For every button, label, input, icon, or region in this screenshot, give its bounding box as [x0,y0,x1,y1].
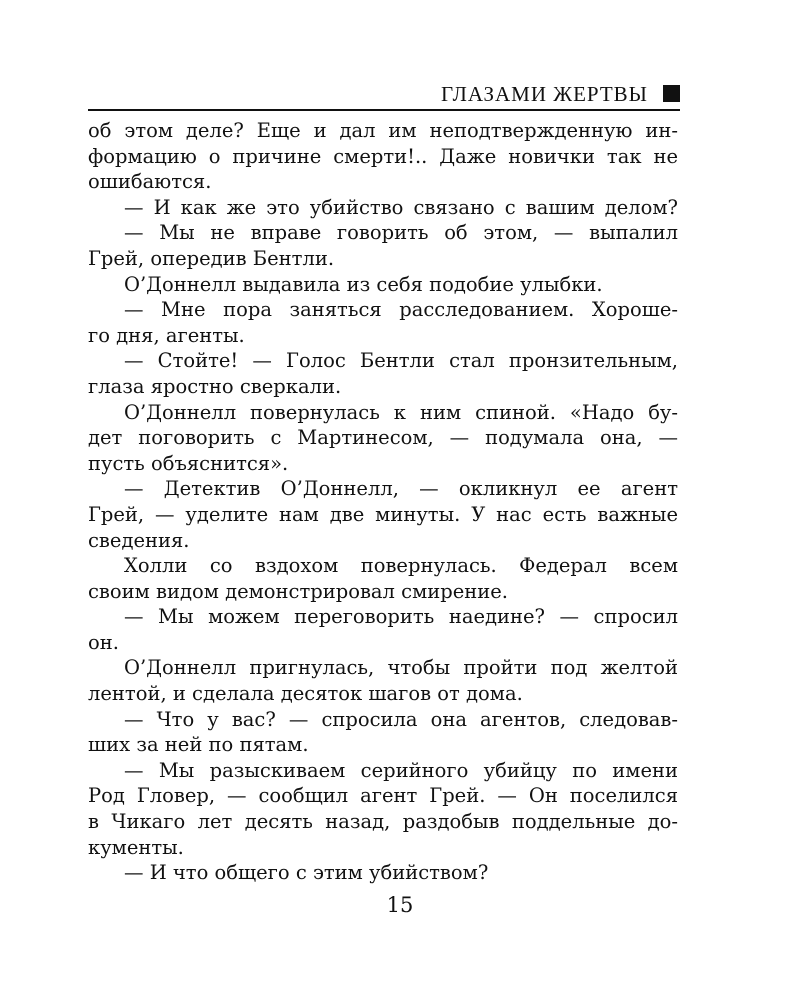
text-line: Род Гловер, — сообщил агент Грей. — Он поселился [88,784,678,808]
text-line: — Мы можем переговорить наедине? — спросил [124,605,678,629]
text-line: в Чикаго лет десять назад, раздобыв поддельные до- [88,810,678,834]
text-line: Грей, — уделите нам две минуты. У нас есть важные [88,502,678,526]
text-line: формацию о причине смерти!.. Даже новички так не [88,144,678,168]
text-line: Холли со вздохом повернулась. Федерал всем [124,554,678,578]
text-line: глаза яростно сверкали. [88,374,342,398]
header-rule [88,109,680,111]
text-line: об этом деле? Еще и дал им неподтвержденную ин- [88,119,678,142]
text-line: го дня, агенты. [88,323,245,347]
text-line: О’Доннелл пригнулась, чтобы пройти под желтой [124,656,678,680]
body-text [88,118,678,886]
text-line: кументы. [88,835,184,859]
text-line: — Мы не вправе говорить об этом, — выпалил [124,221,678,245]
text-line: Грей, опередив Бентли. [88,246,335,270]
text-line: О’Доннелл повернулась к ним спиной. «Надо бу- [124,400,678,424]
text-line: лентой, и сделала десяток шагов от дома. [88,682,523,706]
text-line: — И что общего с этим убийством? [124,861,489,885]
text-line: — Детектив О’Доннелл, — окликнул ее агент [124,477,678,501]
text-line: дет поговорить с Мартинесом, — подумала она, — [88,426,678,450]
text-line: — И как же это убийство связано с вашим делом? [124,195,678,219]
text-line: пусть объяснится». [88,451,289,475]
text-line: — Что у вас? — спросила она агентов, следовав- [124,707,678,731]
header-square-icon [663,85,680,102]
running-header-title: ГЛАЗАМИ ЖЕРТВЫ [441,82,648,106]
page-number: 15 [386,893,414,917]
text-line: — Мы разыскиваем серийного убийцу по имени [124,758,678,782]
text-line: — Мне пора заняться расследованием. Хороше- [124,298,678,322]
text-line: своим видом демонстрировал смирение. [88,579,508,603]
text-line: он. [88,630,119,654]
text-line: ших за ней по пятам. [88,733,309,757]
running-header [88,82,680,106]
text-line: О’Доннелл выдавила из себя подобие улыбки. [124,272,603,296]
text-line: — Стойте! — Голос Бентли стал пронзительным, [124,349,678,373]
text-line: ошибаются. [88,170,212,194]
text-line: сведения. [88,528,190,552]
